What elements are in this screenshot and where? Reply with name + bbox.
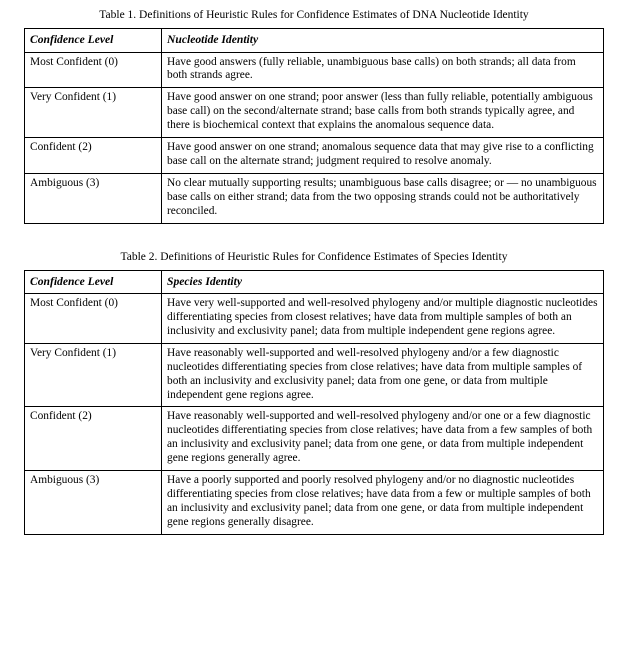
definition-cell: Have good answers (fully reliable, unambiguous base calls) on both strands; all data from both strands agree. bbox=[162, 52, 604, 88]
confidence-level-cell: Confident (2) bbox=[25, 407, 162, 471]
table-2-header-species-identity: Species Identity bbox=[162, 270, 604, 293]
confidence-level-cell: Ambiguous (3) bbox=[25, 471, 162, 535]
table-2 bbox=[24, 270, 604, 535]
table-row bbox=[25, 88, 604, 138]
confidence-level-cell: Very Confident (1) bbox=[25, 343, 162, 407]
definition-cell: No clear mutually supporting results; unambiguous base calls disagree; or — no unambiguous base calls on either strand; data from the two opposing strands could not be authoritatively reconciled. bbox=[162, 173, 604, 223]
table-row bbox=[25, 270, 604, 293]
table-1-caption: Table 1. Definitions of Heuristic Rules for Confidence Estimates of DNA Nucleotide Identity bbox=[99, 9, 529, 21]
table-2-caption: Table 2. Definitions of Heuristic Rules for Confidence Estimates of Species Identity bbox=[120, 250, 508, 263]
table-2-header-confidence-level: Confidence Level bbox=[25, 270, 162, 293]
table-row bbox=[25, 29, 604, 52]
confidence-level-cell: Ambiguous (3) bbox=[25, 173, 162, 223]
table-row bbox=[25, 343, 604, 407]
table-1-header-confidence-level: Confidence Level bbox=[25, 29, 162, 52]
definition-cell: Have good answer on one strand; anomalous sequence data that may give rise to a conflicting base call on the alternate strand; judgment required to resolve anomaly. bbox=[162, 138, 604, 174]
confidence-level-cell: Most Confident (0) bbox=[25, 52, 162, 88]
confidence-level-cell: Confident (2) bbox=[25, 138, 162, 174]
table-row bbox=[25, 294, 604, 344]
definition-cell: Have reasonably well-supported and well-resolved phylogeny and/or a few diagnostic nucleotides differentiating species from close relatives; have data from multiple samples of both an inclusivity and exclusivity panel; data from one gene, or data from multiple independent gene regions agree. bbox=[162, 343, 604, 407]
definition-cell: Have a poorly supported and poorly resolved phylogeny and/or no diagnostic nucleotides differentiating species from close relatives; have data from a few or multiple samples of both an inclusivity and exclusivity panel; data from one gene, or data from multiple independent gene regions generally disagree. bbox=[162, 471, 604, 535]
table-row bbox=[25, 52, 604, 88]
table-row bbox=[25, 173, 604, 223]
definition-cell: Have reasonably well-supported and well-resolved phylogeny and/or one or a few diagnostic nucleotides differentiating species from close relatives; have data from a few samples of both an inclusivity and exclusivity panel; data from one gene, or data from multiple independent gene regions generally agree. bbox=[162, 407, 604, 471]
section-spacer bbox=[24, 224, 604, 250]
table-row bbox=[25, 407, 604, 471]
definition-cell: Have good answer on one strand; poor answer (less than fully reliable, potentially ambiguous base call) on the second/alternate strand; base calls from both strands typically agree, and there is biochemical context that explains the anomalous sequence data. bbox=[162, 88, 604, 138]
confidence-level-cell: Very Confident (1) bbox=[25, 88, 162, 138]
confidence-level-cell: Most Confident (0) bbox=[25, 294, 162, 344]
table-1 bbox=[24, 28, 604, 223]
table-row bbox=[25, 471, 604, 535]
definition-cell: Have very well-supported and well-resolved phylogeny and/or multiple diagnostic nucleotides differentiating species from closest relatives; have data from multiple samples of both an inclusivity and exclusivity panel; data from multiple independent gene regions agree. bbox=[162, 294, 604, 344]
table-row bbox=[25, 138, 604, 174]
table-1-header-nucleotide-identity: Nucleotide Identity bbox=[162, 29, 604, 52]
